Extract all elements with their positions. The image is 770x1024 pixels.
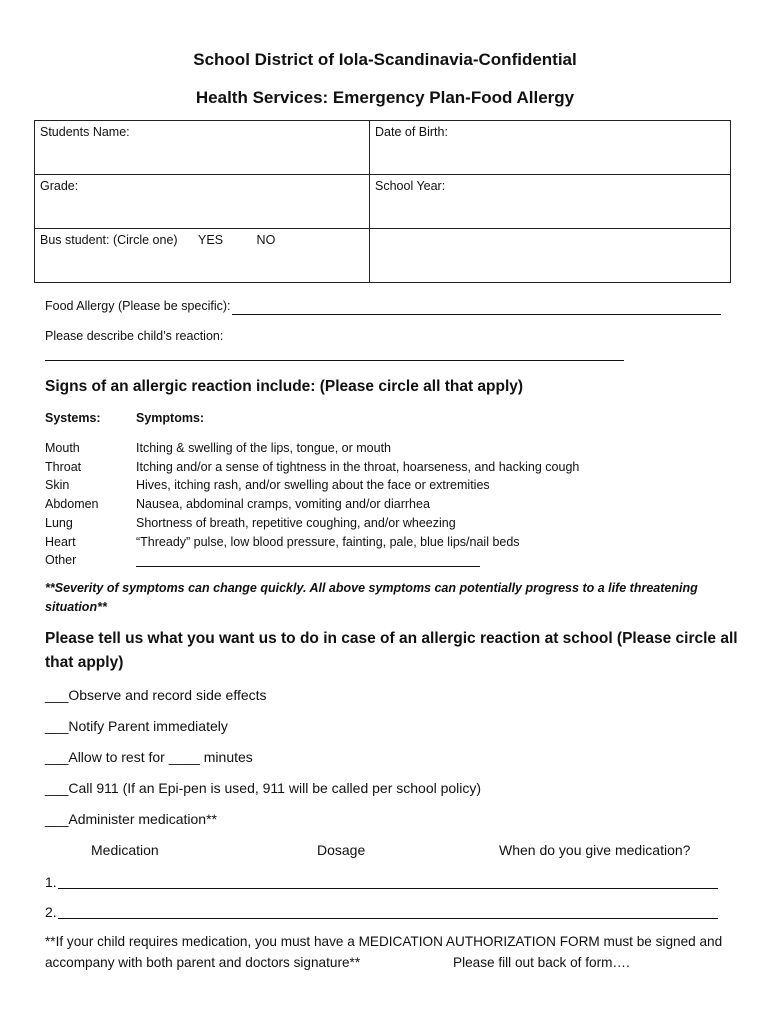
signs-heading: Signs of an allergic reaction include: (Please circle all that apply) — [45, 378, 524, 395]
severity-note-line2: situation** — [45, 600, 107, 614]
bus-student-field — [35, 229, 370, 283]
page-title: School District of Iola-Scandinavia-Confidential — [193, 50, 577, 69]
symptoms-column-header: Symptoms: — [136, 411, 205, 425]
school-year-field[interactable] — [370, 175, 731, 229]
list-item[interactable] — [45, 514, 579, 533]
allow-rest-option[interactable]: ___Allow to rest for ____ minutes — [45, 749, 253, 765]
system-name: Skin — [45, 478, 70, 493]
reaction-label: Please describe child’s reaction: — [45, 329, 224, 343]
call-911-option[interactable]: ___Call 911 (If an Epi-pen is used, 911 will be called per school policy) — [45, 780, 482, 796]
bus-no-option[interactable]: NO — [256, 233, 276, 247]
medication-row-1-label: 1. — [45, 874, 57, 890]
medication-row-2-label: 2. — [45, 904, 57, 920]
student-name-field[interactable] — [35, 121, 370, 175]
grade-label: Grade: — [40, 179, 79, 193]
list-item[interactable] — [45, 533, 579, 552]
actions-heading-line2: that apply) — [45, 654, 124, 671]
symptom-text: “Thready” pulse, low blood pressure, fainting, pale, blue lips/nail beds — [136, 534, 520, 549]
bus-student-label: Bus student: (Circle one) — [40, 233, 178, 247]
medication-column-header: Medication — [91, 842, 159, 858]
dosage-column-header: Dosage — [317, 842, 366, 858]
bus-yes-option[interactable]: YES — [198, 233, 224, 247]
medication-authorization-note-line2: accompany with both parent and doctors signature** — [45, 955, 361, 970]
system-name: Abdomen — [45, 497, 99, 512]
list-item[interactable] — [45, 551, 579, 570]
student-name-label: Students Name: — [40, 125, 130, 139]
list-item[interactable] — [45, 458, 579, 477]
food-allergy-label: Food Allergy (Please be specific): — [45, 299, 231, 313]
fill-back-note: Please fill out back of form…. — [453, 955, 630, 970]
dob-label: Date of Birth: — [375, 125, 448, 139]
systems-column-header: Systems: — [45, 411, 101, 425]
actions-heading-line1: Please tell us what you want us to do in case of an allergic reaction at school (Please circle all — [45, 630, 738, 647]
system-name: Lung — [45, 515, 73, 530]
list-item[interactable] — [45, 439, 579, 458]
observe-option[interactable]: ___Observe and record side effects — [45, 687, 267, 703]
system-name: Other — [45, 553, 77, 568]
notify-parent-option[interactable]: ___Notify Parent immediately — [45, 718, 228, 734]
symptom-text: Nausea, abdominal cramps, vomiting and/or diarrhea — [136, 497, 430, 512]
system-name: Heart — [45, 534, 76, 549]
student-info-table — [34, 120, 731, 283]
medication-row-2-line[interactable] — [58, 918, 718, 919]
symptom-text: Hives, itching rash, and/or swelling about the face or extremities — [136, 478, 490, 493]
dob-field[interactable] — [370, 121, 731, 175]
administer-medication-option[interactable]: ___Administer medication** — [45, 811, 217, 827]
symptom-text: Itching and/or a sense of tightness in the throat, hoarseness, and hacking cough — [136, 459, 580, 474]
medication-row-1-line[interactable] — [58, 888, 718, 889]
empty-cell — [370, 229, 731, 283]
system-name: Mouth — [45, 441, 80, 455]
medication-authorization-note-line1: **If your child requires medication, you must have a MEDICATION AUTHORIZATION FORM must be signed and — [45, 934, 723, 949]
system-name: Throat — [45, 459, 82, 474]
when-column-header: When do you give medication? — [499, 842, 691, 858]
grade-field[interactable] — [35, 175, 370, 229]
food-allergy-input-line[interactable] — [232, 314, 721, 315]
symptom-text: Shortness of breath, repetitive coughing, and/or wheezing — [136, 515, 456, 530]
page-subtitle: Health Services: Emergency Plan-Food Allergy — [195, 88, 575, 107]
list-item[interactable] — [45, 476, 579, 495]
reaction-input-line[interactable] — [45, 360, 624, 361]
symptoms-list — [45, 439, 579, 570]
list-item[interactable] — [45, 495, 579, 514]
symptom-text: Itching & swelling of the lips, tongue, or mouth — [136, 441, 392, 455]
school-year-label: School Year: — [375, 179, 446, 193]
severity-note-line1: **Severity of symptoms can change quickly. All above symptoms can potentially progress to a life threatening — [45, 581, 698, 595]
other-symptom-input-line[interactable] — [136, 566, 480, 567]
